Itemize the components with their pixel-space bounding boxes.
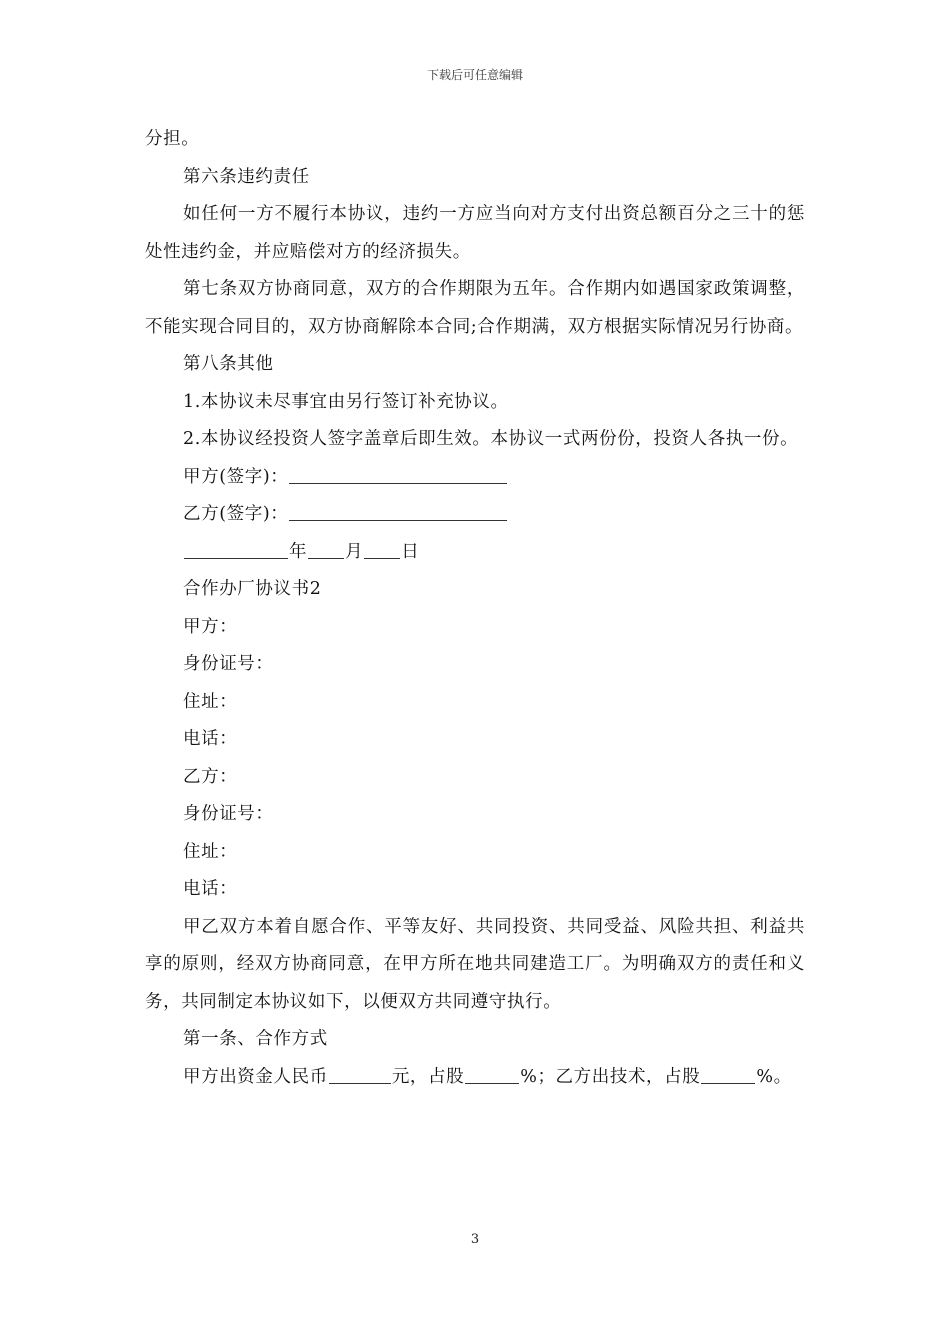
party-a-address-label: 住址： bbox=[183, 691, 238, 712]
capital-pct-text: %；乙方出技术，占股 bbox=[520, 1066, 701, 1087]
signature-line-party-b bbox=[145, 496, 805, 534]
article-1-heading: 第一条、合作方式 bbox=[183, 1029, 328, 1049]
date-line bbox=[145, 534, 805, 572]
article-8-item-1: 1.本协议未尽事宜由另行签订补充协议。 bbox=[183, 391, 509, 412]
signature-blank bbox=[289, 502, 507, 521]
capital-contribution-line bbox=[145, 1059, 805, 1097]
article-8-heading: 第八条其他 bbox=[183, 354, 274, 374]
year-blank bbox=[184, 540, 288, 559]
article-7-body: 第七条双方协商同意，双方的合作期限为五年。合作期内如遇国家政策调整，不能实现合同目的，双方协商解除本合同;合作期满，双方根据实际情况另行协商。 bbox=[145, 279, 805, 337]
month-blank bbox=[308, 540, 344, 559]
agreement-2-title: 合作办厂协议书2 bbox=[183, 579, 322, 599]
party-a-label: 甲方： bbox=[183, 616, 238, 637]
capital-end-text: %。 bbox=[756, 1066, 792, 1087]
party-b-phone-label: 电话： bbox=[183, 879, 238, 899]
party-a-phone-label: 电话： bbox=[183, 729, 238, 749]
amount-blank bbox=[329, 1065, 391, 1084]
party-b-address-label: 住址： bbox=[183, 841, 238, 862]
signature-line-party-a bbox=[145, 459, 805, 497]
share-a-blank bbox=[465, 1065, 519, 1084]
article-6-heading: 第六条违约责任 bbox=[183, 166, 310, 187]
preamble: 甲乙双方本着自愿合作、平等友好、共同投资、共同受益、风险共担、利益共享的原则，经双方协商同意，在甲方所在地共同建造工厂。为明确双方的责任和义务，共同制定本协议如下，以便双方共同遵守执行。 bbox=[145, 916, 805, 1012]
day-label: 日 bbox=[401, 541, 420, 562]
party-a-id-label: 身份证号： bbox=[183, 654, 274, 674]
share-b-blank bbox=[701, 1065, 755, 1084]
party-b-label: 乙方： bbox=[183, 766, 238, 787]
page-number: 3 bbox=[470, 1232, 480, 1247]
article-8-item-2: 2.本协议经投资人签字盖章后即生效。本协议一式两份份，投资人各执一份。 bbox=[183, 429, 799, 449]
day-blank bbox=[364, 540, 400, 559]
document-body bbox=[145, 121, 805, 1096]
party-b-id-label: 身份证号： bbox=[183, 804, 274, 824]
capital-prefix: 甲方出资金人民币 bbox=[183, 1066, 328, 1087]
year-label: 年 bbox=[289, 541, 308, 562]
month-label: 月 bbox=[345, 541, 364, 562]
signature-label: 乙方(签字)： bbox=[183, 504, 289, 524]
page-header: 下载后可任意编辑 bbox=[426, 68, 523, 82]
capital-yuan-text: 元，占股 bbox=[391, 1066, 465, 1087]
signature-blank bbox=[289, 465, 507, 484]
article-6-body: 如任何一方不履行本协议，违约一方应当向对方支付出资总额百分之三十的惩处性违约金，并应赔偿对方的经济损失。 bbox=[145, 204, 805, 262]
signature-label: 甲方(签字)： bbox=[183, 466, 289, 487]
paragraph-continuation: 分担。 bbox=[145, 129, 200, 149]
